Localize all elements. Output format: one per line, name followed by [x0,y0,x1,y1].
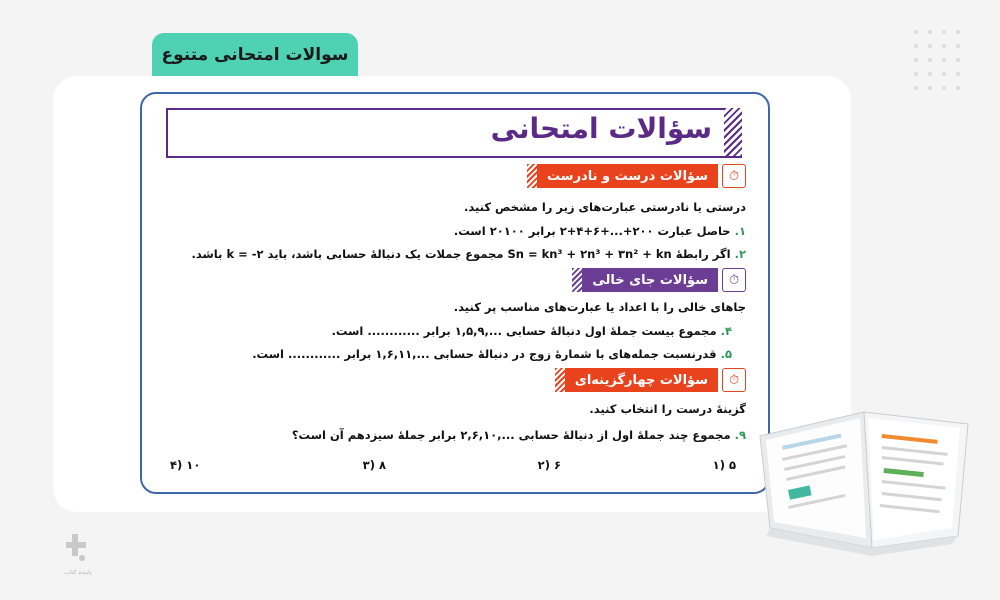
question-number: ۴. [720,324,732,338]
option-1: ۵ (۱ [712,458,736,472]
option-4: ۱۰ (۴ [170,458,201,472]
question-number: ۹. [734,428,746,442]
question-1 [454,224,746,238]
stopwatch-icon: ⏱ [722,368,746,392]
question-4 [332,324,732,338]
question-text: حاصل عبارت ۲۰۰+...+۶+۴+۲ برابر ۲۰۱۰۰ است. [453,224,731,238]
section-hatch [527,164,537,188]
section-intro: جاهای خالی را با اعداد یا عبارت‌های مناسب پر کنید. [453,300,746,314]
section-fill-blank [572,268,746,292]
question-5 [252,347,732,361]
option-2: ۶ (۲ [537,458,561,472]
question-text: مجموع چند جملهٔ اول از دنبالهٔ حسابی ...,۲,۶,۱۰ برابر جملهٔ سیزدهم آن است؟ [291,428,731,442]
option-3: ۸ (۳ [362,458,386,472]
question-number: ۱. [734,224,746,238]
section-label: سؤالات درست و نادرست [537,164,718,188]
open-book-image [752,388,980,558]
section-badge-label: سوالات امتحانی متنوع [161,45,349,65]
question-9 [292,428,746,442]
book-page [140,92,770,494]
section-multiple-choice [555,368,746,392]
decorative-dots [914,30,974,120]
title-hatch [724,108,742,156]
section-badge [152,33,358,77]
question-text: مجموع بیست جملهٔ اول دنبالهٔ حسابی ...,۱,۵,۹ برابر ............ است. [331,324,717,338]
section-label: سؤالات چهارگزینه‌ای [565,368,718,392]
section-intro: درستی یا نادرستی عبارت‌های زیر را مشخص کنید. [463,200,746,214]
stopwatch-icon: ⏱ [722,164,746,188]
question-text: اگر رابطهٔ Sn = kn³ + ۲n³ + ۳n² + kn مجموع جملات یک دنبالهٔ حسابی باشد، باید k = -۲ باشد. [191,247,731,261]
section-intro: گزینهٔ درست را انتخاب کنید. [589,402,746,416]
question-2 [191,247,746,261]
section-hatch [555,368,565,392]
brand-logo-text: پاینده کتاب [64,569,92,576]
question-number: ۲. [734,247,746,261]
question-number: ۵. [720,347,732,361]
brand-logo [58,530,98,578]
page-title-box [166,108,742,158]
section-true-false [527,164,746,188]
question-text: قدرنسبت جمله‌های با شمارهٔ زوج در دنبالهٔ حسابی ...,۱,۶,۱۱ برابر ............ است. [252,347,717,361]
section-label: سؤالات جای خالی [582,268,718,292]
page-title: سؤالات امتحانی [490,112,712,145]
answer-options [164,458,746,476]
section-hatch [572,268,582,292]
stopwatch-icon: ⏱ [722,268,746,292]
